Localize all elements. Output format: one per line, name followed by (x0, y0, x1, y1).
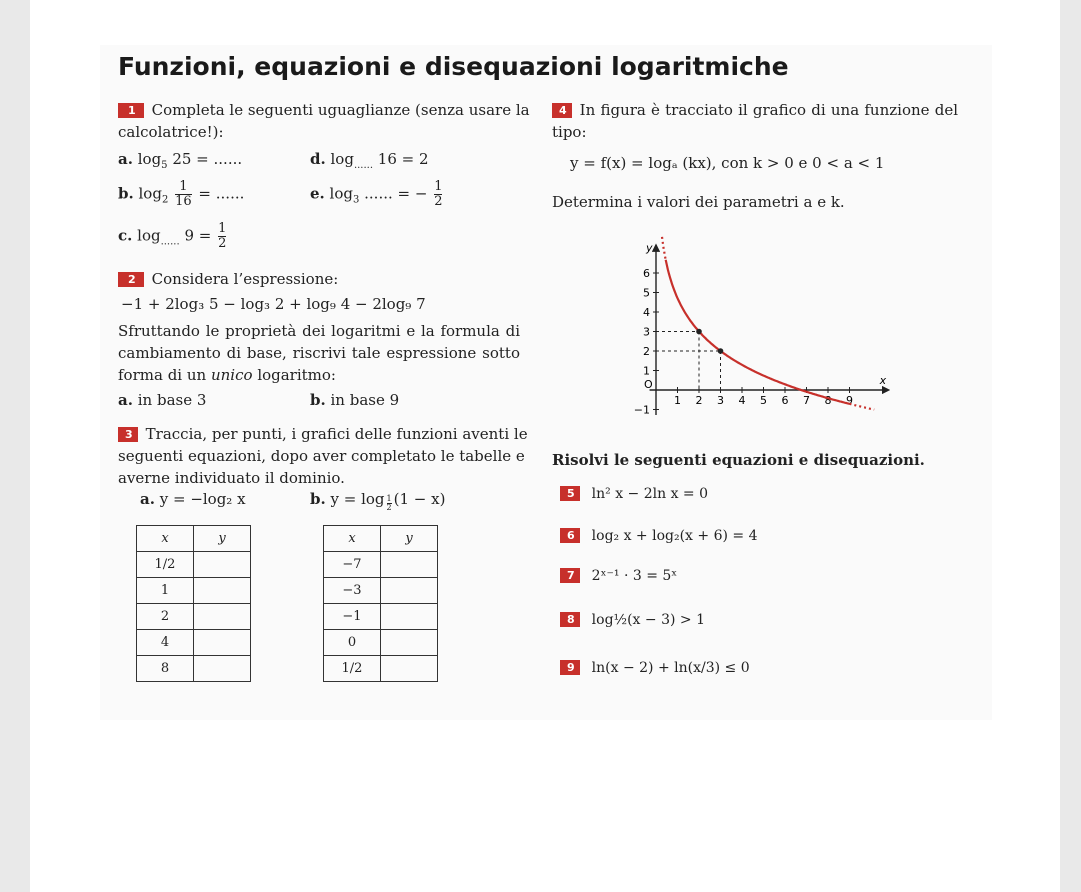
x-tick-label: 7 (803, 394, 810, 407)
x-tick-label: 1 (674, 394, 681, 407)
exercise-3b: b. y = log $\frac{1}{2}$ (1 − x) (310, 490, 446, 512)
exercise-9-text: ln(x − 2) + ln(x/3) ≤ 0 (591, 660, 750, 676)
table-cell-x: −7 (324, 552, 381, 578)
table-row (324, 656, 438, 682)
exercise-1b: b. $\log_2$ $\frac{1}{16}$ = ...... (118, 179, 245, 209)
y-tick-label: −1 (633, 403, 650, 415)
exercise-1c: c. $\log_{......} 9$ = $\frac{1}{2}$ (118, 221, 227, 251)
table-cell-y[interactable] (194, 656, 251, 682)
exercise-number-8: 8 (560, 612, 580, 627)
exercise-4-intro: 4 In figura è tracciato il grafico di una funzione del tipo: (552, 101, 958, 141)
table-row (324, 604, 438, 630)
table-cell-y[interactable] (194, 552, 251, 578)
table-row (137, 630, 251, 656)
exercise-2-expression: −1 + 2log₃ 5 − log₃ 2 + log₉ 4 − 2log₉ 7 (121, 295, 426, 313)
x-tick-label: 8 (824, 394, 832, 407)
exercise-2-paragraph: Sfruttando le proprietà dei logaritmi e la formula di cambiamento di base, riscrivi tale espressione sotto forma di un unico logaritmo: (118, 322, 520, 384)
exercise-number-1: 1 (118, 103, 144, 118)
y-tick-label: 3 (643, 325, 650, 339)
table-cell-y[interactable] (194, 630, 251, 656)
table-cell-y[interactable] (381, 552, 438, 578)
table-cell-x: −1 (324, 604, 381, 630)
table-header: y (381, 526, 438, 552)
table-header: y (194, 526, 251, 552)
exercise-2-option-b: b. in base 9 (310, 391, 400, 409)
exercise-number-6: 6 (560, 528, 580, 543)
log-function-graph (610, 235, 890, 415)
exercise-1a: a. $\log_5 25$ = ...... (118, 150, 243, 171)
exercise-5-text: ln² x − 2ln x = 0 (591, 486, 709, 502)
y-axis-label: y (646, 241, 653, 255)
exercise-6-text: log₂ x + log₂(x + 6) = 4 (591, 528, 758, 544)
exercise-1-intro-2: calcolatrice!): (118, 123, 224, 141)
y-tick-label: 1 (643, 364, 650, 378)
table-row (137, 604, 251, 630)
x-axis-label: x (879, 374, 887, 387)
exercise-7 (560, 568, 677, 584)
exercise-4-question: Determina i valori dei parametri a e k. (552, 193, 845, 211)
x-tick-label: 3 (717, 394, 724, 407)
table-cell-x: 4 (137, 630, 194, 656)
curve-point (696, 329, 702, 335)
x-tick-label: 5 (760, 394, 767, 407)
x-tick-label: 9 (846, 394, 853, 407)
exercise-3a: a. y = −log₂ x (140, 490, 246, 508)
table-cell-y[interactable] (381, 630, 438, 656)
table-row (324, 552, 438, 578)
exercise-number-7: 7 (560, 568, 580, 583)
curve-dotted-start (662, 237, 666, 259)
curve-dotted-end (850, 404, 875, 410)
table-row (137, 552, 251, 578)
y-tick-label: 5 (643, 286, 650, 300)
table-row (137, 656, 251, 682)
y-tick-label: 4 (643, 306, 650, 319)
table-cell-x: 0 (324, 630, 381, 656)
exercise-1d: d. $\log_{......} 16 = 2$ (310, 150, 429, 171)
exercise-1e: e. $\log_3$ ...... = − $\frac{1}{2}$ (310, 179, 443, 209)
exercise-6 (560, 528, 758, 544)
y-tick-label: 6 (643, 267, 650, 280)
exercise-number-9: 9 (560, 660, 580, 675)
exercise-1-intro: 1 Completa le seguenti uguaglianze (senza usare la (118, 99, 520, 121)
exercise-7-text: 2ˣ⁻¹ · 3 = 5ˣ (591, 568, 678, 584)
table-cell-x: −3 (324, 578, 381, 604)
table-row (324, 630, 438, 656)
table-cell-y[interactable] (381, 578, 438, 604)
y-tick-label: 2 (643, 345, 650, 358)
table-header: x (324, 526, 381, 552)
table-cell-x: 1/2 (324, 656, 381, 682)
x-tick-label: 2 (695, 394, 703, 407)
exercise-2-option-a: a. in base 3 (118, 391, 207, 409)
table-cell-x: 1/2 (137, 552, 194, 578)
table-cell-x: 8 (137, 656, 194, 682)
table-cell-x: 2 (137, 604, 194, 630)
exercise-4-formula: y = f(x) = logₐ (kx), con k > 0 e 0 < a < 1 (570, 154, 885, 172)
exercise-2-intro: 2 Considera l’espressione: (118, 268, 338, 290)
page-title: Funzioni, equazioni e disequazioni logaritmiche (118, 52, 789, 81)
table-row (324, 578, 438, 604)
exercise-9 (560, 660, 750, 676)
table-cell-x: 1 (137, 578, 194, 604)
table-cell-y[interactable] (194, 578, 251, 604)
solve-heading: Risolvi le seguenti equazioni e disequazioni. (552, 451, 925, 469)
exercise-5 (560, 486, 708, 502)
exercise-number-4: 4 (552, 103, 572, 118)
table-cell-y[interactable] (381, 656, 438, 682)
table-cell-y[interactable] (194, 604, 251, 630)
exercise-8-text: log½(x − 3) > 1 (591, 612, 705, 628)
x-tick-label: 6 (781, 394, 789, 407)
origin-label: O (644, 378, 653, 391)
exercise-3-intro: 3 Traccia, per punti, i grafici delle funzioni aventi le seguenti equazioni, dopo aver completato le tabelle e averne individuato il dominio. (118, 425, 528, 487)
value-table-a (136, 525, 251, 682)
curve-point (718, 348, 724, 354)
table-header: x (137, 526, 194, 552)
exercise-8 (560, 612, 705, 628)
exercise-number-3: 3 (118, 427, 138, 442)
value-table-b (323, 525, 438, 682)
exercise-number-5: 5 (560, 486, 580, 501)
table-row (137, 578, 251, 604)
exercise-number-2: 2 (118, 272, 144, 287)
table-cell-y[interactable] (381, 604, 438, 630)
x-tick-label: 4 (738, 394, 746, 407)
